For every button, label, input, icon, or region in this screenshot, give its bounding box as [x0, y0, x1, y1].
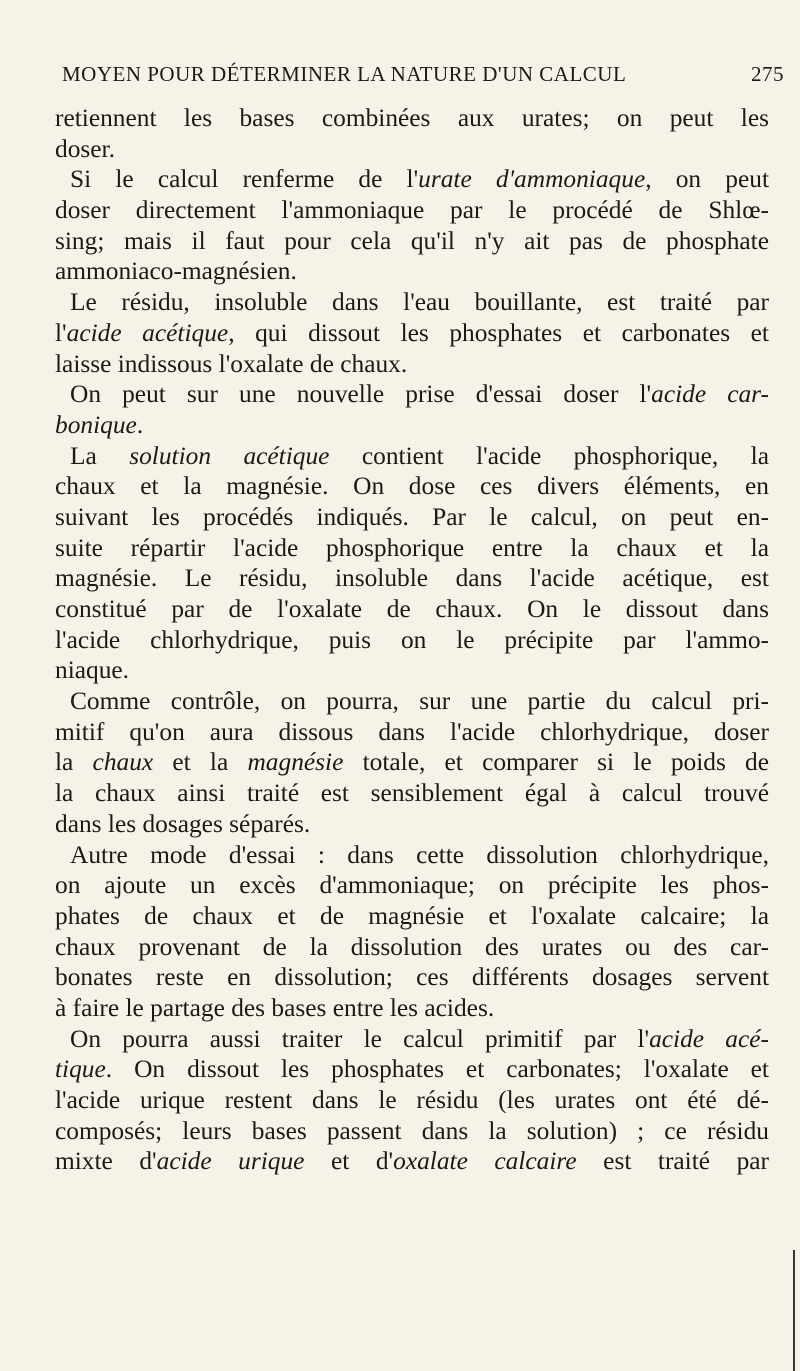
body-text — [55, 103, 769, 1177]
italic-term: oxalate calcaire — [393, 1147, 577, 1176]
text-line: laisse indissous l'oxalate de chaux. — [55, 349, 408, 378]
text-line: l'acide urique restent dans le résidu (les urates ont été dé- — [55, 1086, 769, 1114]
paragraph-start: On peut sur une nouvelle prise d'essai doser l'acide car- — [70, 380, 769, 409]
text-line: la chaux ainsi traité est sensiblement égal à calcul trouvé — [55, 779, 769, 808]
page-edge-line — [793, 1250, 795, 1371]
page-number: 275 — [751, 62, 784, 86]
text-line: constitué par de l'oxalate de chaux. On le dissout dans — [55, 595, 769, 623]
italic-term: urate d'ammoniaque — [418, 165, 646, 194]
text-line: l'acide chlorhydrique, puis on le précipite par l'ammo- — [55, 625, 769, 654]
running-header — [62, 62, 784, 88]
italic-term: magnésie — [247, 748, 344, 777]
paragraph-start: Si le calcul renferme de l'urate d'ammoniaque, on peut — [70, 165, 769, 194]
text-line: l'acide acétique, qui dissout les phosphates et carbonates et — [55, 318, 769, 347]
paragraph-start: Autre mode d'essai : dans cette dissolution chlorhydrique, — [70, 840, 769, 869]
italic-term: chaux — [92, 748, 154, 777]
paragraph-start: Le résidu, insoluble dans l'eau bouillante, est traité par — [70, 288, 769, 317]
italic-term: acide urique — [156, 1147, 305, 1176]
text-line: doser directement l'ammoniaque par le procédé de Shlœ- — [55, 196, 769, 225]
text-line: tique. On dissout les phosphates et carbonates; l'oxalate et — [55, 1055, 769, 1084]
italic-term: acide acé- — [649, 1024, 769, 1053]
text-line: à faire le partage des bases entre les acides. — [55, 993, 495, 1022]
text-line: phates de chaux et de magnésie et l'oxalate calcaire; la — [55, 901, 769, 930]
text-line: composés; leurs bases passent dans la solution) ; ce résidu — [55, 1116, 769, 1145]
text-line: doser. — [55, 134, 115, 163]
text-line: mixte d'acide urique et d'oxalate calcaire est traité par — [55, 1147, 770, 1176]
paragraph-start: Comme contrôle, on pourra, sur une partie du calcul pri- — [70, 687, 769, 716]
text-line: bonique. — [55, 410, 144, 439]
text-line: bonates reste en dissolution; ces différents dosages servent — [55, 963, 769, 992]
text-line: chaux et la magnésie. On dose ces divers éléments, en — [55, 472, 769, 501]
text-line: sing; mais il faut pour cela qu'il n'y ait pas de phosphate — [55, 226, 769, 255]
paragraph-start: On pourra aussi traiter le calcul primitif par l'acide acé- — [70, 1024, 769, 1053]
text-line: suite répartir l'acide phosphorique entre la chaux et la — [55, 533, 769, 562]
text-line: mitif qu'on aura dissous dans l'acide chlorhydrique, doser — [55, 717, 769, 746]
italic-term: tique — [55, 1055, 106, 1084]
italic-term: bonique — [55, 410, 137, 439]
text-line: chaux provenant de la dissolution des urates ou des car- — [55, 932, 769, 961]
text-line: niaque. — [55, 656, 130, 685]
text-line: on ajoute un excès d'ammoniaque; on précipite les phos- — [55, 871, 769, 900]
italic-term: acide car- — [651, 380, 769, 409]
paragraph-start: La solution acétique contient l'acide phosphorique, la — [70, 441, 769, 470]
text-line: la chaux et la magnésie totale, et comparer si le poids de — [55, 748, 770, 777]
text-line: suivant les procédés indiqués. Par le calcul, on peut en- — [55, 502, 769, 531]
italic-term: acide acétique — [66, 318, 229, 347]
text-line: dans les dosages séparés. — [55, 809, 311, 838]
text-line: ammoniaco-magnésien. — [55, 257, 297, 286]
text-line: retiennent les bases combinées aux urates; on peut les — [55, 104, 769, 132]
header-title: MOYEN POUR DÉTERMINER LA NATURE D'UN CALCUL — [62, 62, 627, 86]
text-line: magnésie. Le résidu, insoluble dans l'acide acétique, est — [55, 564, 769, 593]
italic-term: solution acétique — [129, 441, 330, 470]
